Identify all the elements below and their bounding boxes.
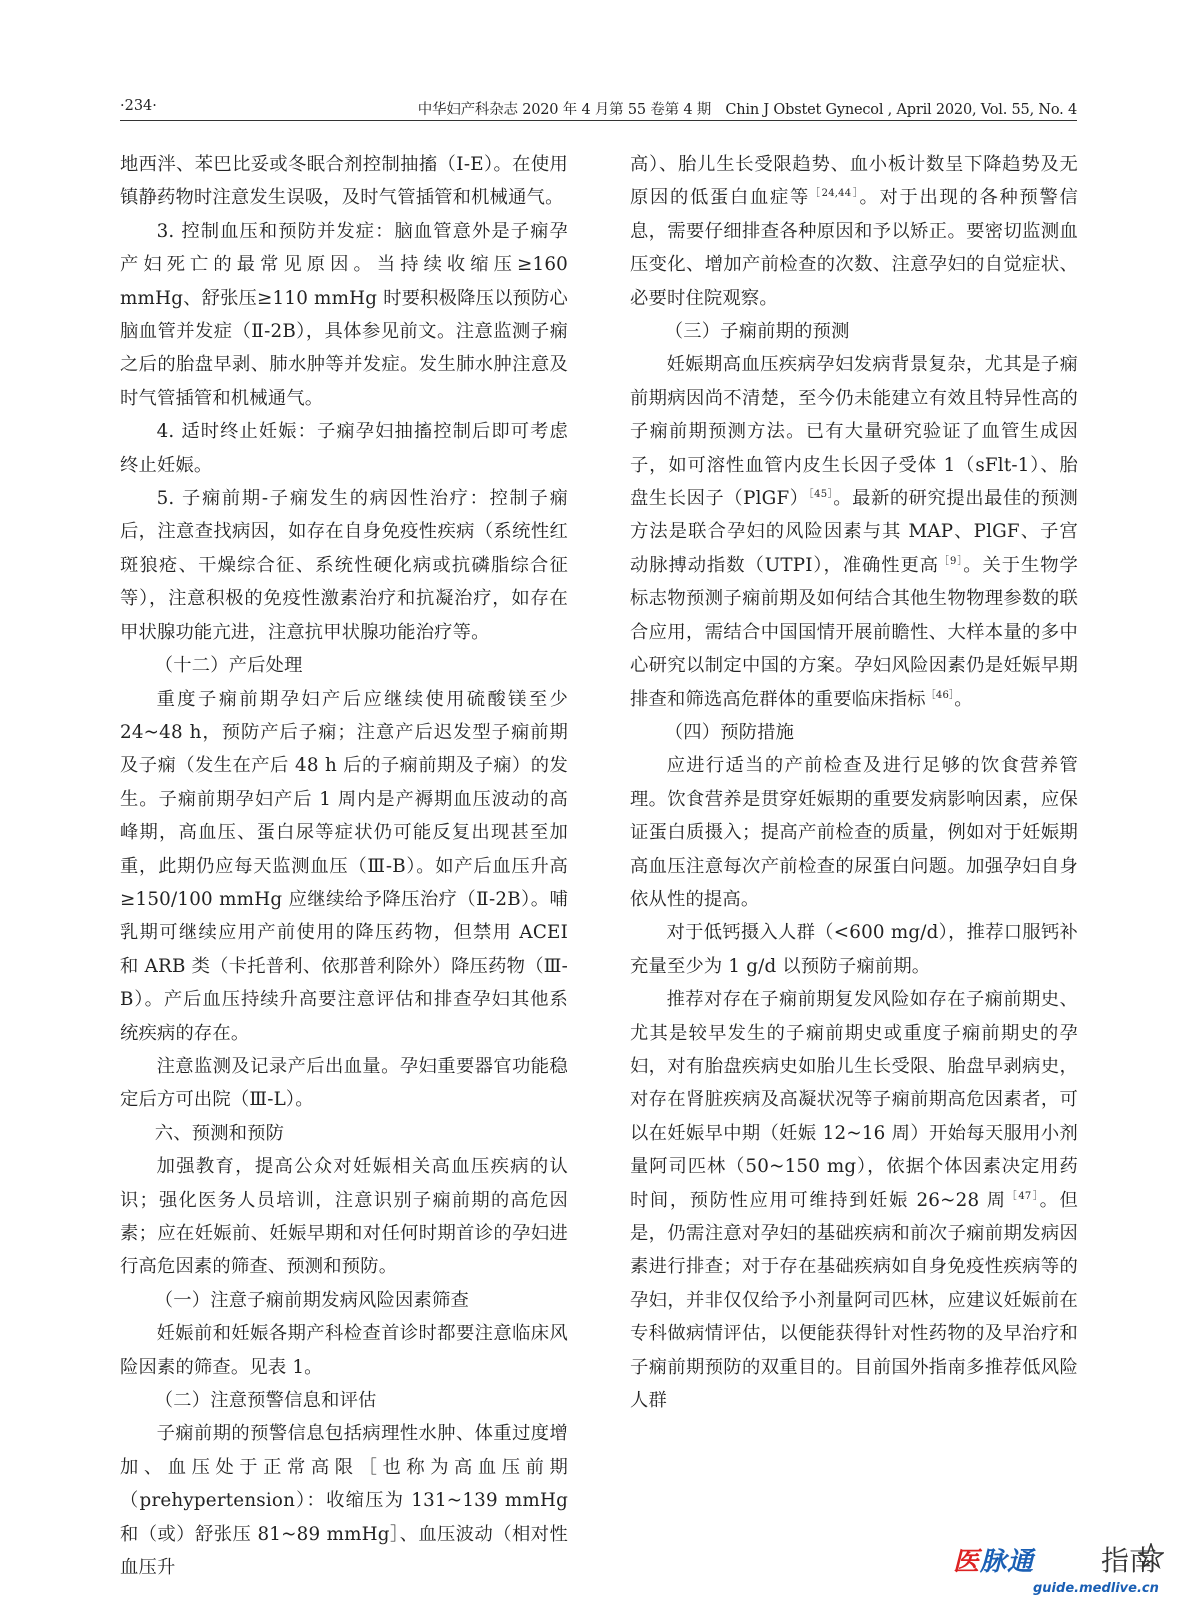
citation-ref: ［24,44］ [809, 188, 860, 200]
paragraph: 地西泮、苯巴比妥或冬眠合剂控制抽搐（Ⅰ-E）。在使用镇静药物时注意发生误吸，及时气管插管和机械通气。 [120, 154, 568, 209]
paragraph: 推荐对存在子痫前期复发风险如存在子痫前期史、尤其是较早发生的子痫前期史或重度子痫前期史的孕妇，对有胎盘疾病史如胎儿生长受限、胎盘早剥病史，对存在肾脏疾病及高凝状况等子痫前期高危因素者，可以在妊娠早中期（妊娠 12~16 周）开始每天服用小剂量阿司匹林（50~150 mg），依据个体因素决定用药时间，预防性应用可维持到妊娠 26~28 周$^{[47]}$。但是，仍需注意对孕妇的基础疾病和前次子痫前期发病因素进行排查；对于存在基础疾病如自身免疫性疾病等的孕妇，并非仅仅给予小剂量阿司匹林，应建议妊娠前在专科做病情评估，以便能获得针对性药物的及早治疗和子痫前期预防的双重目的。目前国外指南多推荐低风险人群 [630, 989, 1078, 1412]
paragraph: 4. 适时终止妊娠：子痫孕妇抽搐控制后即可考虑终止妊娠。 [120, 421, 568, 476]
running-header [120, 96, 1077, 121]
section-heading: （三）子痫前期的预测 [664, 321, 850, 343]
paragraph: 5. 子痫前期-子痫发生的病因性治疗：控制子痫后，注意查找病因，如存在自身免疫性疾病（系统性红斑狼疮、干燥综合征、系统性硬化病或抗磷脂综合征等），注意积极的免疫性激素治疗和抗凝治疗，如存在甲状腺功能亢进，注意抗甲状腺功能治疗等。 [120, 488, 568, 643]
medlive-watermark [953, 1537, 1168, 1607]
guide-label: 指南 [1101, 1544, 1158, 1577]
right-column [630, 148, 1078, 1417]
citation-ref: ［9］ [939, 555, 964, 567]
star-icon [1138, 1543, 1164, 1569]
paragraph: 应进行适当的产前检查及进行足够的饮食营养管理。饮食营养是贯穿妊娠期的重要发病影响因素，应保证蛋白质摄入；提高产前检查的质量，例如对于妊娠期高血压注意每次产前检查的尿蛋白问题。加强孕妇自身依从性的提高。 [630, 755, 1078, 910]
paragraph: 对于低钙摄入人群（<600 mg/d），推荐口服钙补充量至少为 1 g/d 以预防子痫前期。 [630, 922, 1078, 977]
paragraph: 加强教育，提高公众对妊娠相关高血压疾病的认识；强化医务人员培训，注意识别子痫前期的高危因素；应在妊娠前、妊娠早期和对任何时期首诊的孕妇进行高危因素的筛查、预测和预防。 [120, 1156, 568, 1278]
paragraph: 子痫前期的预警信息包括病理性水肿、体重过度增加、血压处于正常高限［也称为高血压前期（prehypertension）：收缩压为 131~139 mmHg 和（或）舒张压 81~89 mmHg］、血压波动（相对性血压升 [120, 1423, 568, 1579]
section-heading: 六、预测和预防 [154, 1122, 285, 1144]
journal-citation: 中华妇产科杂志 2020 年 4 月第 55 卷第 4 期 Chin J Obstet Gynecol , April 2020, Vol. 55, No. 4 [417, 102, 1077, 118]
paragraph: 妊娠期高血压疾病孕妇发病背景复杂，尤其是子痫前期病因尚不清楚，至今仍未能建立有效且特异性高的子痫前期预测方法。已有大量研究验证了血管生成因子，如可溶性血管内皮生长因子受体 1（sFlt-1）、胎盘生长因子（PlGF）$^{[45]}$。最新的研究提出最佳的预测方法是联合孕妇的风险因素与其 MAP、PlGF、子宫动脉搏动指数（UTPI），准确性更高$^{[9]}$。关于生物学标志物预测子痫前期及如何结合其他生物物理参数的联合应用，需结合中国国情开展前瞻性、大样本量的多中心研究以制定中国的方案。孕妇风险因素仍是妊娠早期排查和筛选高危群体的重要临床指标$^{[46]}$。 [630, 354, 1079, 710]
section-heading: （四）预防措施 [664, 721, 795, 743]
citation-ref: ［47］ [1006, 1190, 1040, 1202]
citation-ref: ［46］ [925, 689, 955, 701]
section-heading: （十二）产后处理 [154, 655, 303, 677]
section-heading: （二）注意预警信息和评估 [154, 1390, 377, 1412]
citation-ref: ［45］ [808, 488, 834, 500]
section-heading: （一）注意子痫前期发病风险因素筛查 [154, 1289, 469, 1311]
paragraph: 注意监测及记录产后出血量。孕妇重要器官功能稳定后方可出院（Ⅲ-L）。 [120, 1055, 568, 1111]
paragraph: 3. 控制血压和预防并发症：脑血管意外是子痫孕产妇死亡的最常见原因。当持续收缩压≥160 mmHg、舒张压≥110 mmHg 时要积极降压以预防心脑血管并发症（Ⅱ-2B），具体参见前文。注意监测子痫之后的胎盘早剥、肺水肿等并发症。发生肺水肿注意及时气管插管和机械通气。 [120, 220, 569, 409]
watermark-url: guide.medlive.cn [1033, 1581, 1159, 1596]
paragraph: 重度子痫前期孕妇产后应继续使用硫酸镁至少 24~48 h，预防产后子痫；注意产后迟发型子痫前期及子痫（发生在产后 48 h 后的子痫前期及子痫）的发生。子痫前期孕妇产后 1 周内是产褥期血压波动的高峰期，高血压、蛋白尿等症状仍可能反复出现甚至加重，此期仍应每天监测血压（Ⅲ-B）。如产后血压升高≥150/100 mmHg 应继续给予降压治疗（Ⅱ-2B）。哺乳期可继续应用产前使用的降压药物，但禁用 ACEI 和 ARB 类（卡托普利、依那普利除外）降压药物（Ⅲ-B）。产后血压持续升高要注意评估和排查孕妇其他系统疾病的存在。 [120, 688, 568, 1044]
paragraph: 高）、胎儿生长受限趋势、血小板计数呈下降趋势及无原因的低蛋白血症等$^{[24,44]}$。对于出现的各种预警信息，需要仔细排查各种原因和予以矫正。要密切监测血压变化、增加产前检查的次数、注意孕妇的自觉症状、必要时住院观察。 [630, 154, 1078, 309]
paragraph: 妊娠前和妊娠各期产科检查首诊时都要注意临床风险因素的筛查。见表 1。 [120, 1323, 568, 1378]
page-number: ·234· [120, 98, 157, 114]
medlive-logo: 医脉通 [953, 1547, 1035, 1577]
left-column [120, 148, 568, 1584]
